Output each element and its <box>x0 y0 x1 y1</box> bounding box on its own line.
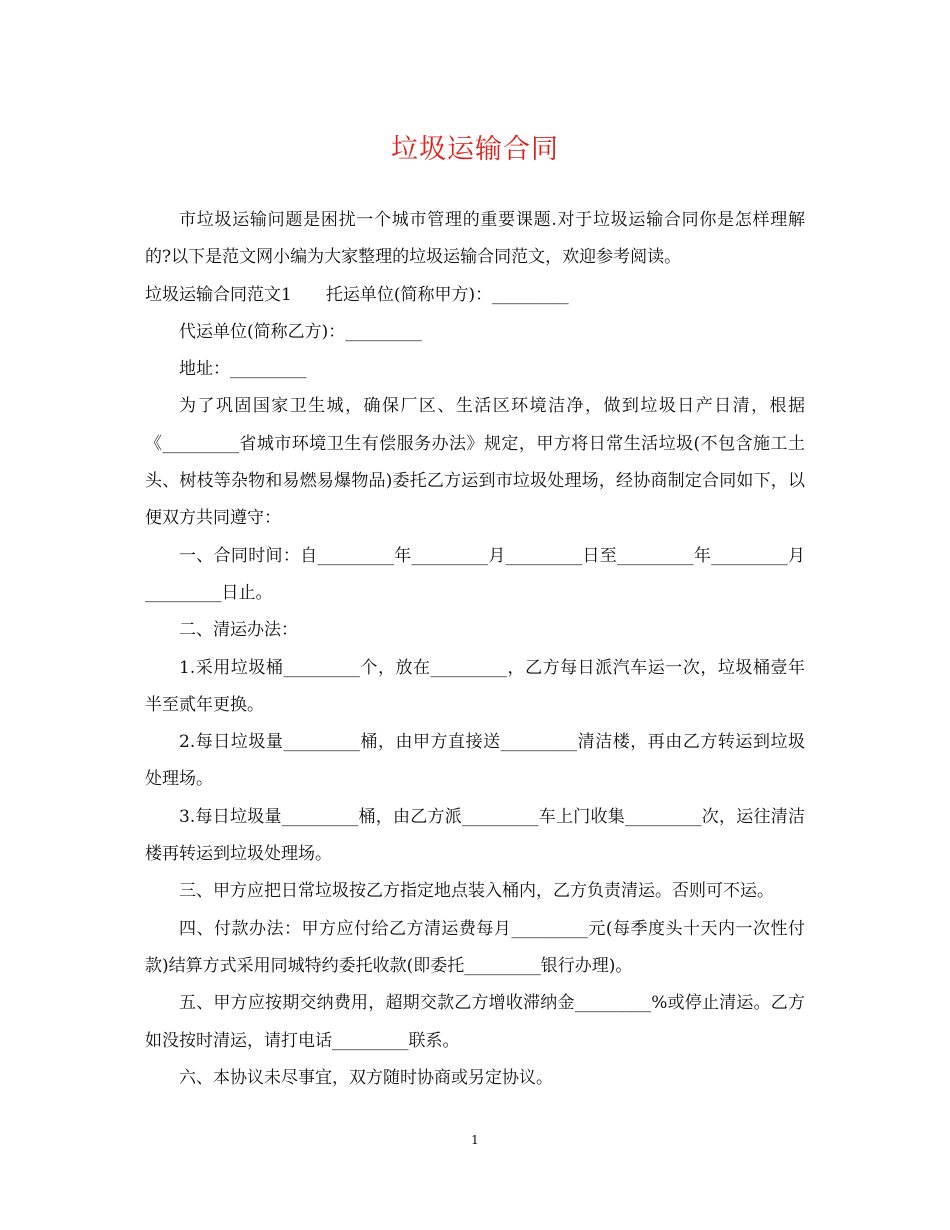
paragraph-method-2: 2.每日垃圾量_________桶，由甲方直接送_________清洁楼，再由乙方转运到垃圾处理场。 <box>145 732 805 790</box>
paragraph-method-1: 1.采用垃圾桶_________个，放在_________，乙方每日派汽车运一次，垃圾桶壹年半至贰年更换。 <box>145 657 805 715</box>
document-title: 垃圾运输合同 <box>391 134 559 165</box>
paragraph-purpose: 为了巩固国家卫生城，确保厂区、生活区环境洁净，做到垃圾日产日清，根据《_________省城市环境卫生有偿服务办法》规定，甲方将日常生活垃圾(不包含施工土头、树枝等杂物和易燃易爆物品)委托乙方运到市垃圾处理场，经协商制定合同如下，以便双方共同遵守： <box>145 396 805 529</box>
paragraph-carrier: 代运单位(简称乙方)：_________ <box>179 321 422 342</box>
paragraph-method-3: 3.每日垃圾量_________桶，由乙方派_________车上门收集_________次，运往清洁楼再转运到垃圾处理场。 <box>145 806 805 865</box>
paragraph-address: 地址：_________ <box>179 359 307 380</box>
paragraph-clause-5: 五、甲方应按期交纳费用，超期交款乙方增收滞纳金_________%或停止清运。乙方如没按时清运，请打电话_________联系。 <box>145 993 805 1051</box>
paragraph-clause-3: 三、甲方应把日常垃圾按乙方指定地点装入桶内，乙方负责清运。否则可不运。 <box>179 881 774 902</box>
paragraph-clause-6: 六、本协议未尽事宜，双方随时协商或另定协议。 <box>179 1067 553 1088</box>
page-number: 1 <box>471 1133 479 1147</box>
paragraph-removal-method-heading: 二、清运办法： <box>179 620 298 641</box>
paragraph-contract-period: 一、合同时间：自_________年_________月_________日至_________年_________月_________日止。 <box>145 545 805 603</box>
paragraph-intro: 市垃圾运输问题是困扰一个城市管理的重要课题.对于垃圾运输合同你是怎样理解的?以下是范文网小编为大家整理的垃圾运输合同范文，欢迎参考阅读。 <box>145 210 805 268</box>
paragraph-sample-heading-consignor: 垃圾运输合同范文1 托运单位(简称甲方)：_________ <box>145 284 569 305</box>
document-body <box>145 202 805 1097</box>
paragraph-payment: 四、付款办法：甲方应付给乙方清运费每月_________元(每季度头十天内一次性付款)结算方式采用同城特约委托收款(即委托_________银行办理)。 <box>145 918 805 976</box>
